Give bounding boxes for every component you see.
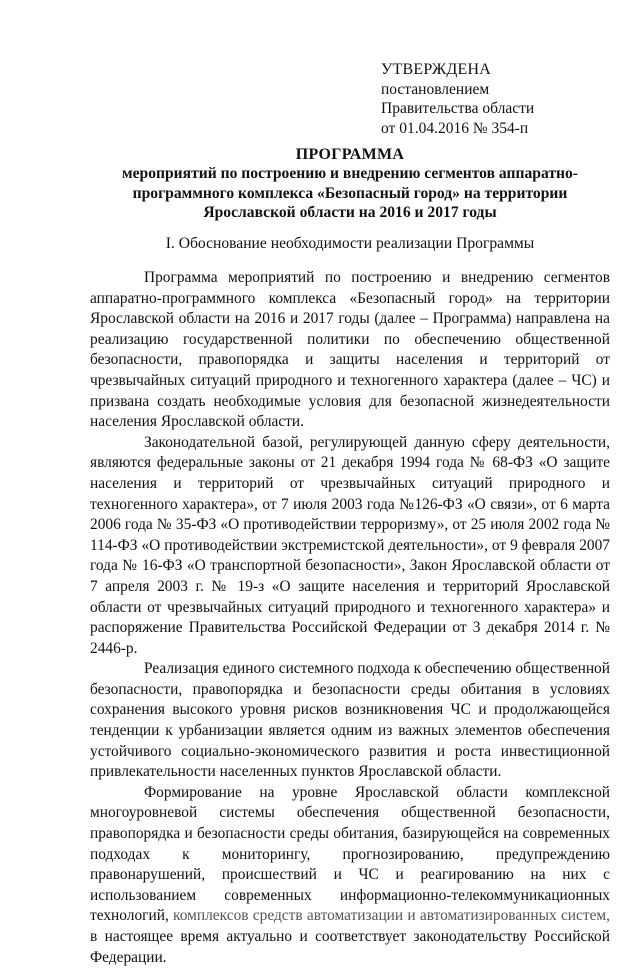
document-subtitle-line-3: Ярославской области на 2016 и 2017 годы [203,204,497,222]
document-subtitle-line-1: мероприятий по построению и внедрению сегментов аппаратно- [122,165,578,183]
paragraph-legal-basis: Законодательной базой, регулирующей данную сферу деятельности, являются федеральные законы от 21 декабря 1994 года № 68-ФЗ «О защите населения и территорий от чрезвычайных ситуаций природного и техногенного характера», от 7 июля 2003 года №126-ФЗ «О связи», от 6 марта 2006 года № 35-ФЗ «О противодействии терроризму», от 25 июля 2002 года № 114-ФЗ «О противодействии экстремистской деятельности», от 9 февраля 2007 года № 16-ФЗ «О транспортной безопасности», Закон Ярославской области от 7 апреля 2003 г. № 19-з «О защите населения и территорий Ярославской области от чрезвычайных ситуаций природного и техногенного характера» и распоряжение Правительства Российской Федерации от 3 декабря 2014 г. № 2446-р. [90,433,610,657]
document-subtitle-line-2: программного комплекса «Безопасный город» на территории [132,184,568,202]
approval-stamp [381,60,621,138]
paragraph-formation [90,783,610,968]
paragraph-formation-text: Формирование на уровне Ярославской области комплексной многоуровневой системы обеспечения общественной безопасности, правопорядка и безопасности среды обитания, базирующейся на современных подходах к мониторингу, прогнозированию, предупреждению правонарушений, происшествий и ЧС и реагированию на них с использованием современных информационно-телекоммуникационных технологий, [90,783,610,925]
paragraph-system-approach: Реализация единого системного подхода к обеспечению общественной безопасности, правопорядка и безопасности среды обитания в условиях сохранения высокого уровня рисков возникновения ЧС и продолжающейся тенденции к урбанизации является одним из важных элементов обеспечения устойчивого социально-экономического развития и роста инвестиционной привлекательности населенных пунктов Ярославской области. [90,660,610,781]
document-title-block [90,145,610,223]
paragraph-formation-automation-text: комплексов средств автоматизации и автоматизированных систем, [168,907,610,925]
document-body [90,268,610,968]
approval-title: УТВЕРЖДЕНА [381,61,492,78]
approval-line-resolution: постановлением [381,80,490,98]
approval-line-date-number: от 01.04.2016 № 354-п [381,119,529,137]
paragraph-purpose: Программа мероприятий по построению и внедрению сегментов аппаратно-программного комплекса «Безопасный город» на территории Ярославской области на 2016 и 2017 годы (далее – Программа) направлена на реализацию государственной политики по обеспечению общественной безопасности, правопорядка и защиты населения и территорий от чрезвычайных ситуаций природного и техногенного характера (далее – ЧС) и призвана создать необходимые условия для безопасной жизнедеятельности населения Ярославской области. [90,269,610,431]
section-heading: I. Обоснование необходимости реализации Программы [165,235,535,252]
document-title: ПРОГРАММА [295,146,405,163]
paragraph-formation-conclusion: в настоящее время актуально и соответствует законодательству Российской Федерации. [90,928,610,966]
approval-line-government: Правительства области [381,100,535,118]
